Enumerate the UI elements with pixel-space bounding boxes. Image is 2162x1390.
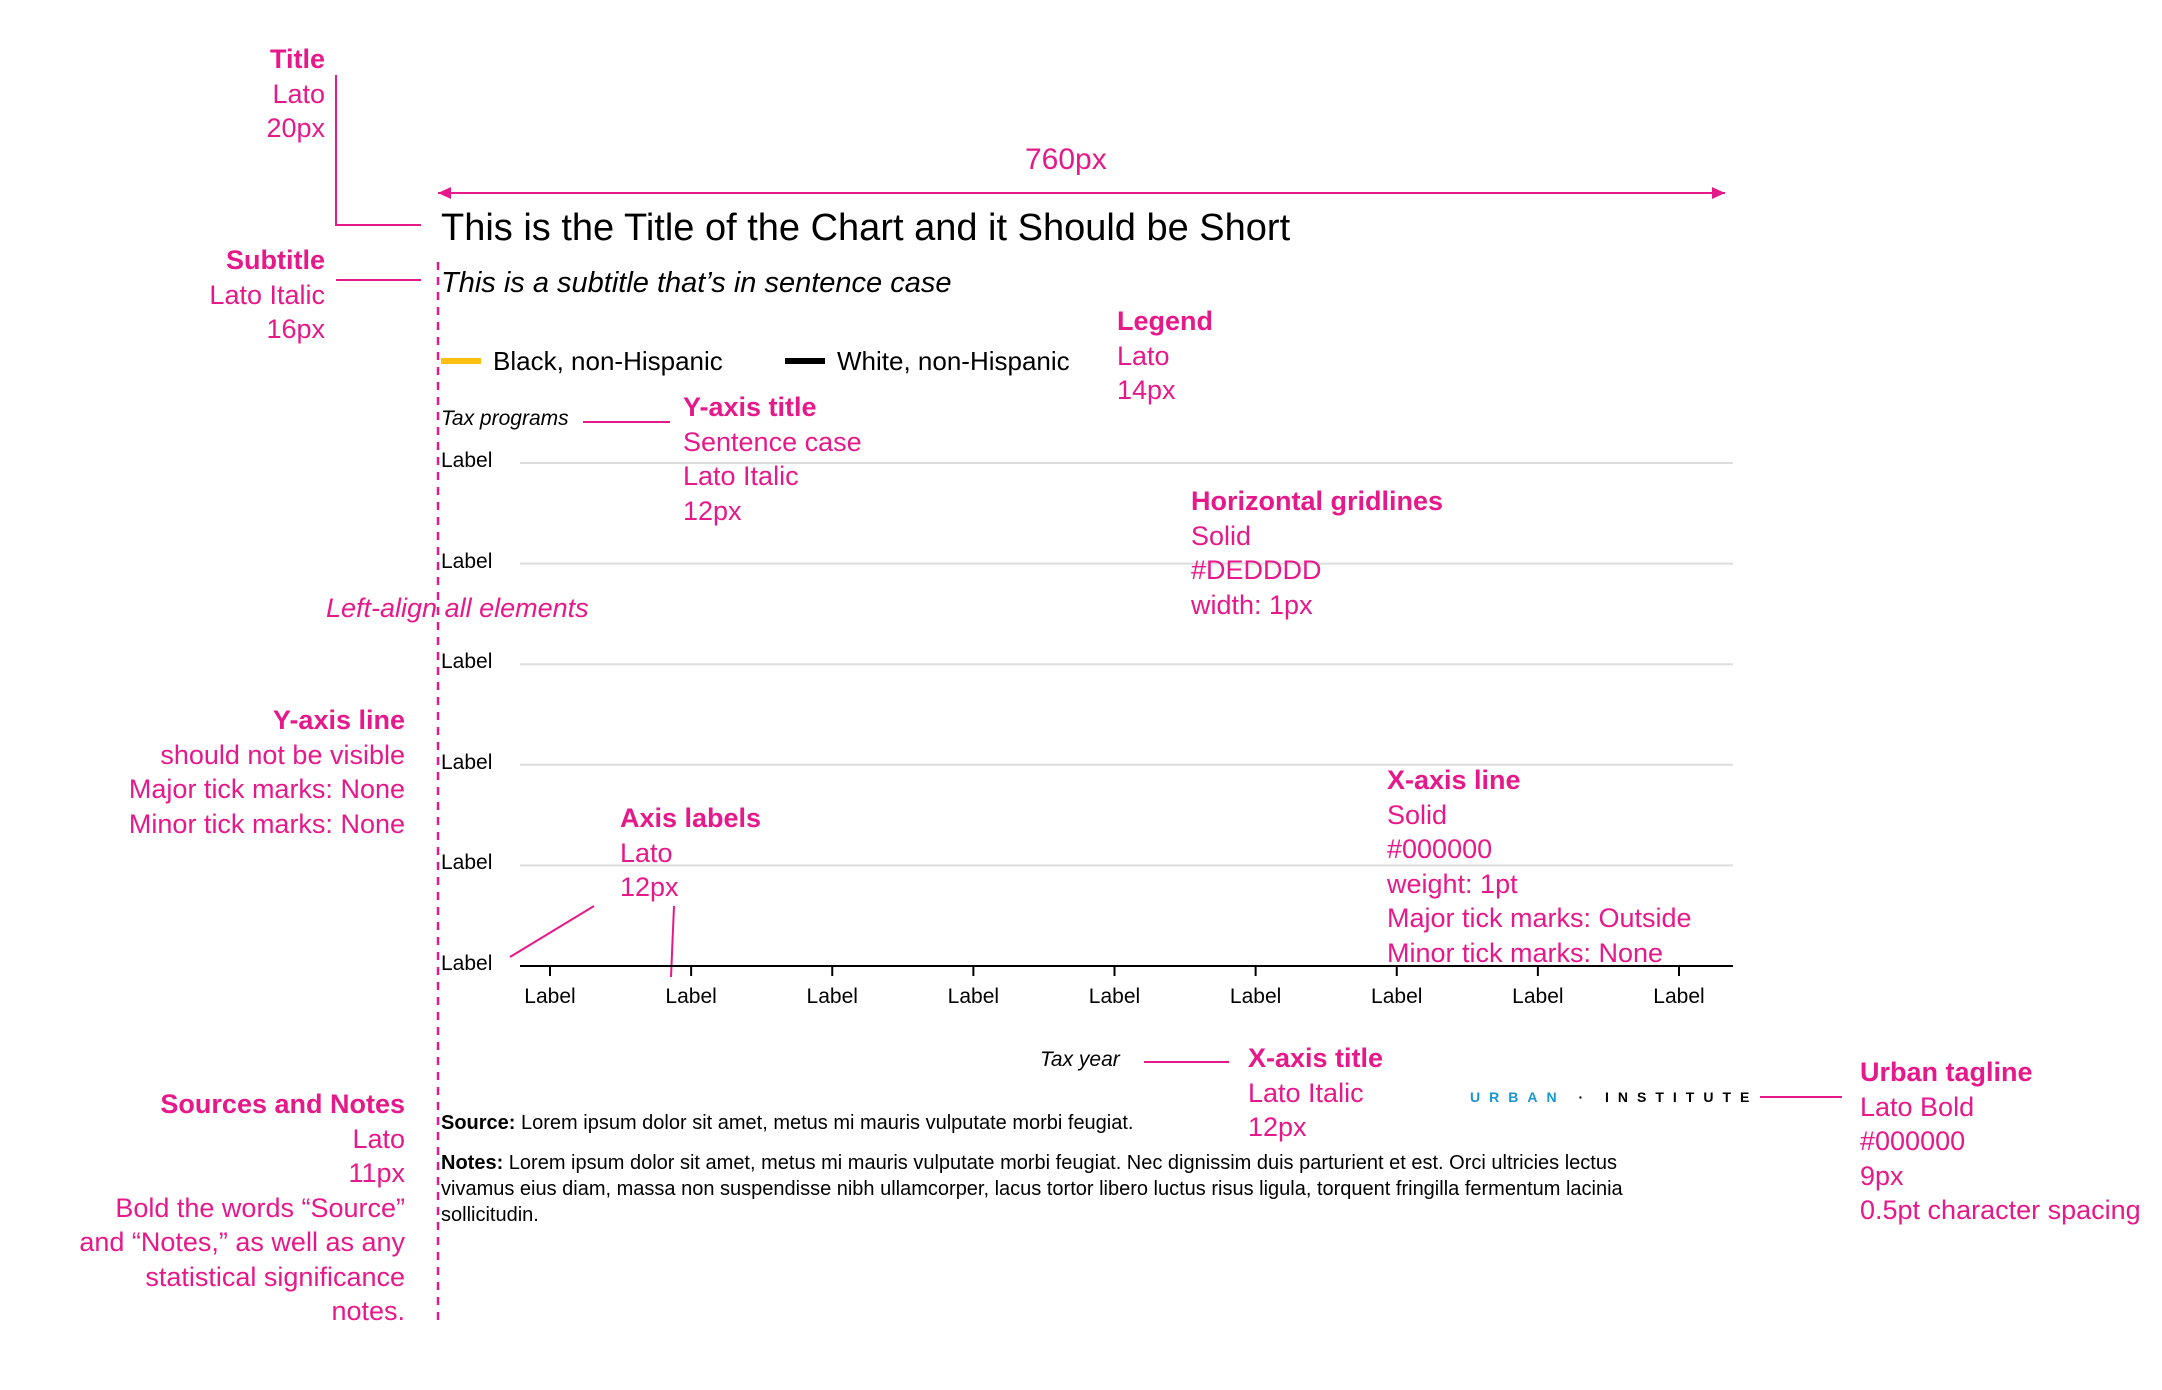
annotation-yaxis-line-line3: Minor tick marks: None [128,808,405,839]
x-tick-label: Label [1229,985,1282,1008]
x-tick-label: Label [1371,985,1423,1008]
annotation-xaxis-line-heading: X-axis line [1387,765,1521,795]
annotation-tagline-heading: Urban tagline [1860,1057,2033,1087]
annotation-axis-labels-line2: 12px [620,872,679,902]
legend-label-black: Black, non-Hispanic [493,346,723,376]
annotation-tagline-line1: Lato Bold [1860,1091,1975,1122]
width-label: 760px [1025,143,1107,176]
annotation-xaxis-line-line1: Solid [1387,799,1448,830]
source-text: Lorem ipsum dolor sit amet, metus mi mauris vulputate morbi feugiat. [515,1112,1134,1134]
annotation-left-align: Left-align all elements [326,593,589,623]
annotation-gridlines [1191,484,1443,622]
annotation-xtitle-line2: 12px [1248,1112,1307,1142]
width-arrow-head-left [438,187,451,199]
annotation-sources-line4: and “Notes,” as well as any [79,1227,405,1257]
notes [441,1150,1641,1228]
annotation-xaxis-line-line3: weight: 1pt [1387,868,1518,899]
annotation-gridlines-line2: #DEDDDD [1191,555,1322,585]
annotation-xtitle [1248,1041,1383,1145]
notes-label: Notes: [441,1152,504,1174]
annotation-ytitle-line3: 12px [683,495,742,526]
annotation-yaxis-line [129,703,405,841]
x-tick-label: Label [806,985,858,1008]
y-tick-label: Label [441,449,493,472]
annotation-subtitle-heading: Subtitle [226,245,325,275]
annotation-sources-line2: 11px [348,1158,405,1188]
annotation-tagline-line3: 9px [1860,1160,1904,1191]
annotation-sources-line6: notes. [331,1296,405,1326]
annotation-sources-heading: Sources and Notes [160,1089,405,1119]
annotation-ytitle-line1: Sentence case [683,426,862,457]
annotation-sources-line1: Lato [352,1123,405,1154]
chart-subtitle: This is a subtitle that’s in sentence case [441,267,952,299]
y-tick-label: Label [441,549,493,573]
annotation-axis-labels-line1: Lato [620,837,673,868]
y-tick-label: Label [441,650,493,674]
annotation-xtitle-heading: X-axis title [1248,1043,1384,1073]
annotation-xtitle-line1: Lato Italic [1248,1077,1364,1108]
axis-labels-leader-line-1 [510,906,594,957]
x-tick-label: Label [1512,985,1564,1008]
annotation-yaxis-line-line1: should not be visible [160,739,405,770]
annotation-legend [1117,304,1213,408]
annotation-yaxis-line-line2: Major tick marks: None [128,774,405,804]
y-axis-title: Tax programs [441,407,569,430]
annotation-title-line1: Lato [272,78,325,109]
legend-swatch-black [441,358,481,364]
y-tick-label: Label [441,952,493,975]
annotation-title [266,42,325,146]
annotation-subtitle-line2: 16px [266,314,325,344]
annotation-xaxis-line [1387,763,1692,970]
notes-text: Lorem ipsum dolor sit amet, metus mi mauris vulputate morbi feugiat. Nec dignissim duis parturient et est. Orci ultricies lectus vivamus eius diam, massa non suspendisse nibh ullamcorper, lacus tortor libero luctus risus ligula, torquent fringilla fermentum lacinia sollicitudin. [441,1152,1623,1226]
chart-title: This is the Title of the Chart and it Should be Short [441,207,1291,249]
urban-tagline [1470,1087,1758,1107]
tagline-institute: INSTITUTE [1605,1089,1759,1105]
annotation-xaxis-line-line4: Major tick marks: Outside [1387,903,1692,933]
annotation-sources-line3: Bold the words “Source” [115,1192,405,1223]
annotation-sources [79,1087,405,1329]
annotation-tagline-line4: 0.5pt character spacing [1860,1195,2141,1225]
annotation-xaxis-line-line5: Minor tick marks: None [1387,937,1664,968]
annotation-gridlines-line1: Solid [1191,520,1252,551]
annotation-xaxis-line-line2: #000000 [1387,834,1493,864]
annotation-axis-labels [620,801,761,905]
tagline-dot: · [1578,1089,1593,1105]
annotation-gridlines-heading: Horizontal gridlines [1191,486,1444,516]
annotation-title-line2: 20px [266,113,325,143]
legend-label-white: White, non-Hispanic [837,346,1070,376]
y-tick-label: Label [441,750,493,774]
y-tick-label: Label [441,851,493,875]
annotation-subtitle [209,243,325,347]
legend-item-white [785,344,1070,378]
x-tick-label: Label [1088,985,1141,1008]
annotation-tagline-line2: #000000 [1860,1126,1966,1156]
x-tick-label: Label [665,985,717,1008]
annotation-legend-line2: 14px [1117,375,1176,405]
annotation-yaxis-line-heading: Y-axis line [272,705,405,735]
x-tick-label: Label [524,985,576,1008]
annotation-sources-line5: statistical significance [145,1261,405,1292]
x-tick-label: Label [1653,985,1705,1008]
annotation-legend-heading: Legend [1117,306,1214,336]
annotation-title-heading: Title [269,44,325,74]
source-label: Source: [441,1112,516,1134]
x-tick-label: Label [947,985,1000,1008]
x-axis-title: Tax year [1040,1048,1120,1071]
annotation-subtitle-line1: Lato Italic [209,279,325,310]
annotation-legend-line1: Lato [1117,340,1170,371]
annotation-ytitle-line2: Lato Italic [683,461,799,491]
annotation-tagline [1860,1055,2141,1228]
annotation-gridlines-line3: width: 1px [1191,589,1313,620]
source-note [441,1110,1134,1136]
legend-item-black [441,344,723,378]
annotation-axis-labels-heading: Axis labels [620,803,762,833]
annotation-ytitle-heading: Y-axis title [683,392,817,422]
annotation-ytitle [683,390,862,528]
legend-swatch-white [785,358,825,364]
tagline-urban: URBAN [1470,1089,1566,1105]
title-leader-line [336,75,421,225]
width-arrow-head-right [1712,187,1725,199]
